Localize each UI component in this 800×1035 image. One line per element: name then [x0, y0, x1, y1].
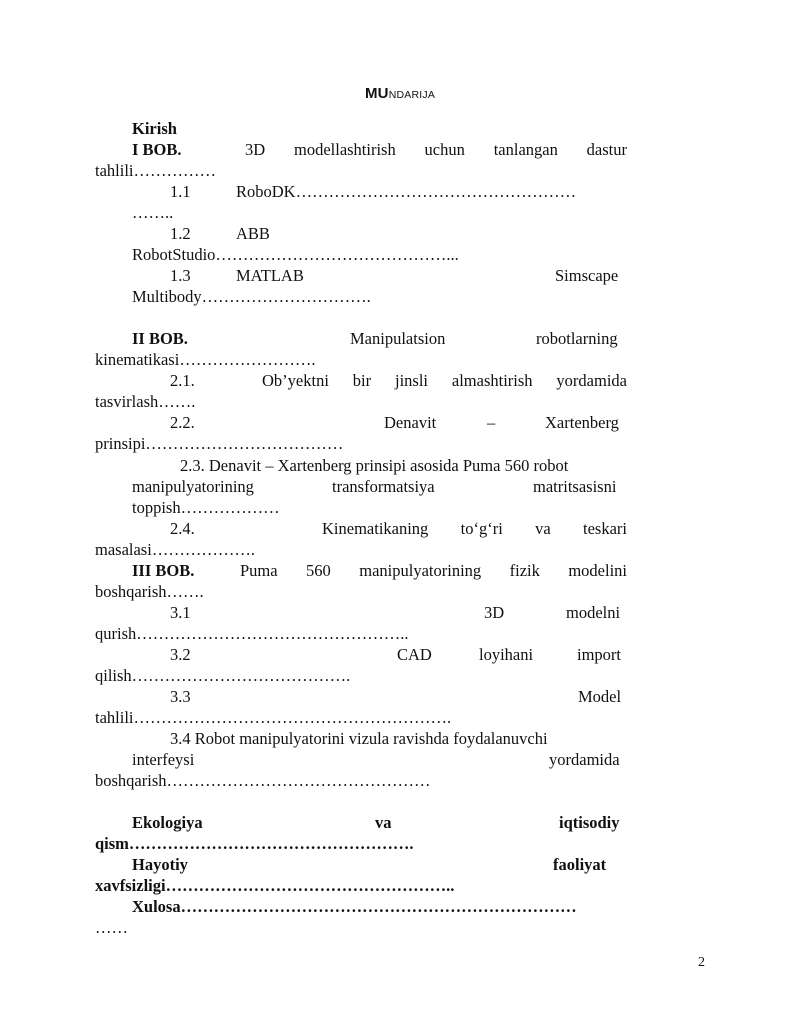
toc-2-2-text: Denavit — [384, 413, 437, 432]
toc-hayot-cont: xavfsizligi…………………………………………….. — [95, 876, 455, 895]
toc-2-3-line2b: transformatsiya — [332, 477, 435, 496]
toc-2-3-cont: toppish……………… — [132, 498, 280, 517]
toc-1-3-num: 1.3 — [170, 266, 191, 285]
toc-3-3-text: Model — [578, 687, 622, 706]
toc-1-1-num: 1.1 — [170, 182, 191, 201]
toc-2-3-line2a: manipulyatorining — [132, 477, 254, 496]
toc-3-4-cont: boshqarish………………………………………… — [95, 771, 431, 790]
toc-3-2-text2: loyihani — [479, 645, 534, 664]
toc-3-2-num: 3.2 — [170, 645, 191, 664]
toc-3-3-num: 3.3 — [170, 687, 191, 706]
toc-bob3-cont: boshqarish……. — [95, 582, 204, 601]
toc-1-2-text: ABB — [236, 224, 270, 243]
toc-hayot-a: Hayotiy — [132, 855, 188, 874]
toc-xulosa: Xulosa……………………………………………………………… — [132, 897, 577, 916]
toc-2-4-cont: masalasi………………. — [95, 540, 255, 559]
toc-2-3-line2c: matritsasisni — [533, 477, 617, 496]
toc-3-1-text: 3D — [484, 603, 505, 622]
toc-1-1-text: RoboDK…………………………………………… — [236, 182, 577, 201]
toc-eko-c: iqtisodiy — [559, 813, 620, 832]
toc-2-2-num: 2.2. — [170, 413, 195, 432]
toc-3-2-text3: import — [577, 645, 621, 664]
toc-3-2-cont: qilish…………………………………. — [95, 666, 351, 685]
toc-2-4-num: 2.4. — [170, 519, 195, 538]
toc-2-2-dash: – — [487, 413, 496, 432]
toc-bob2-label: II BOB. — [132, 329, 188, 348]
toc-1-2-num: 1.2 — [170, 224, 191, 243]
toc-kirish: Kirish — [132, 119, 177, 138]
eko-cont-text: qism……………………………………………. — [95, 834, 414, 853]
title-small: NDARIJA — [388, 89, 436, 101]
toc-2-4-text: Kinematikaning to‘g‘ri va teskari — [322, 519, 627, 538]
toc-3-3-cont: tahlili…………………………………………………. — [95, 708, 452, 727]
toc-eko-b: va — [375, 813, 392, 832]
toc-3-4-line1: 3.4 Robot manipulyatorini vizula ravishda foydalanuvchi — [170, 729, 548, 748]
toc-2-2-cont: prinsipi……………………………… — [95, 434, 344, 453]
toc-3-4-line2b: yordamida — [549, 750, 620, 769]
bob1-label: I BOB. — [132, 140, 182, 159]
toc-1-3-text2: Simscape — [555, 266, 619, 285]
page-title — [0, 85, 800, 102]
toc-3-1-cont: qurish………………………………………….. — [95, 624, 409, 643]
toc-eko-a: Ekologiya — [132, 813, 203, 832]
bob1-text: 3D modellashtirish uchun tanlangan dastur — [245, 140, 627, 159]
toc-3-2-text: CAD — [397, 645, 432, 664]
toc-1-1-cont: …….. — [132, 203, 174, 222]
toc-3-1-num: 3.1 — [170, 603, 191, 622]
toc-xulosa-cont: …… — [95, 918, 128, 937]
toc-2-1-text: Ob’yektni bir jinsli almashtirish yordamida — [262, 371, 627, 390]
title-big: MU — [364, 85, 389, 102]
toc-2-3-line1: 2.3. Denavit – Xartenberg prinsipi asosida Puma 560 robot — [180, 456, 569, 475]
bob1-text-wrap — [245, 139, 627, 160]
toc-eko-cont — [95, 833, 414, 854]
toc-1-3-cont: Multibody…………………………. — [132, 287, 371, 306]
page-number: 2 — [698, 955, 705, 970]
toc-2-1-cont: tasvirlash……. — [95, 392, 196, 411]
toc-bob2-cont: kinematikasi……………………. — [95, 350, 316, 369]
toc-bob2-text: Manipulatsion — [350, 329, 446, 348]
toc-bob1-cont: tahlili…………… — [95, 161, 216, 180]
toc-bob1 — [132, 139, 627, 160]
toc-bob3-text: Puma 560 manipulyatorining fizik modelini — [240, 561, 627, 580]
toc-hayot-b: faoliyat — [553, 855, 607, 874]
toc-3-4-line2a: interfeysi — [132, 750, 195, 769]
toc-1-2-cont: RobotStudio……………………………………... — [132, 245, 459, 264]
toc-2-2-text2: Xartenberg — [545, 413, 619, 432]
toc-bob3-label: III BOB. — [132, 561, 195, 580]
toc-3-1-text2: modelni — [566, 603, 621, 622]
toc-2-1-num: 2.1. — [170, 371, 195, 390]
toc-1-3-text: MATLAB — [236, 266, 304, 285]
toc-bob2-text2: robotlarning — [536, 329, 618, 348]
